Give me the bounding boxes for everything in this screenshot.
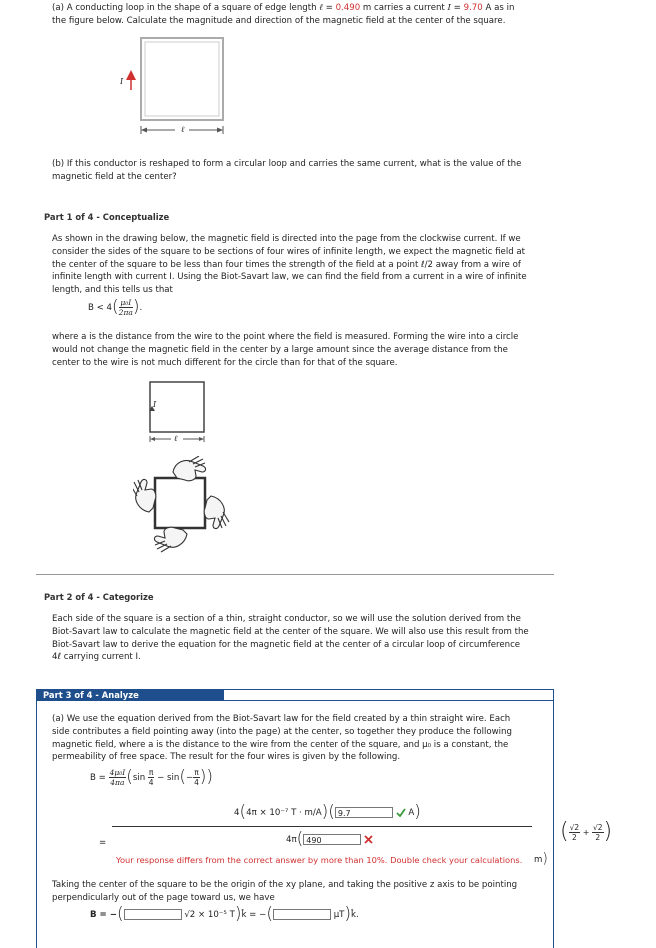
part1-formula: B < 4( $\frac{\text{μ₀I}}{2\pi a}$ ). (88, 297, 143, 318)
part1-paragraph-1: As shown in the drawing below, the magnetic field is directed into the page from the clockwise current. If we consider the sides of the square to be sections of four wires of infinite length, we expect the magnetic field at the center of the square to be less than four times the strength of the field at a point ℓ/2 away from a wire of infinite length with current I. Using the Biot-Savart law, we can find the field from a current in a wire of infinite length, and this tells us that (52, 234, 527, 296)
figure-label-length: ℓ (181, 125, 185, 134)
part2-paragraph: Each side of the square is a section of a thin, straight conductor, so we will use the solution derived from the Biot-Savart law to calculate the magnetic field at the center of the square. We will also use this result from the Biot-Savart law to derive the equation for the magnetic field at the center of a circular loop of circumference 4ℓ carrying current I. (52, 614, 529, 663)
figure2-label-length: ℓ (174, 434, 178, 443)
current-arrow-icon (126, 70, 136, 80)
part1-header: Part 1 of 4 - Conceptualize (44, 212, 170, 222)
vector-answer-row: B = −( √2 × 10⁻⁵ T)k̂ = −( μT)k̂. (90, 904, 359, 924)
part-b-question: (b) If this conductor is reshaped to form a circular loop and carries the same current, what is the value of the magnetic field at the center? (52, 159, 522, 182)
right-hand-rule-illustration (133, 456, 231, 554)
figure-label-current: I (120, 77, 124, 86)
part3-paragraph: (a) We use the equation derived from the Biot-Savart law for the field created by a thin straight wire. Each side contributes a field pointing away (into the page) at the center, so together they produce the following magnetic field, where a is the distance to the wire from the center of the square, and μ₀ is a constant, the permeability of free space. The result for the four wires is given by the following. (52, 714, 512, 763)
figure2-label-current: I (153, 400, 157, 409)
sqrt-sum-expression: ( $\frac{√2}{2}$ + $\frac{√2}{2}$ ) (560, 819, 613, 845)
vector-coefficient-input[interactable] (124, 909, 182, 920)
square-figure-small (140, 378, 240, 458)
current-value: 9.70 (463, 3, 483, 13)
equation-2-equals: = (99, 838, 107, 848)
hand-bottom-icon (154, 527, 187, 552)
part2-header: Part 2 of 4 - Categorize (44, 592, 154, 602)
part3-header: Part 3 of 4 - Analyze (36, 689, 224, 701)
square-loop-outer (141, 38, 223, 120)
part3-paragraph-2: Taking the center of the square to be the origin of the xy plane, and taking the positive z axis to be pointing perpendicularly out of the page toward us, we have (52, 880, 518, 903)
part3-equation-1: B = $\frac{\text{4μ₀I}}{4\pi a}$ (sin $\frac{\pi}{4}$ − sin(− $\frac{\pi}{4}$ )) (90, 767, 213, 788)
problem-line-2: the figure below. Calculate the magnitude and direction of the magnetic field at the center of the square. (52, 15, 506, 26)
problem-statement (52, 2, 542, 28)
problem-line-1: (a) A conducting loop in the shape of a square of edge length ℓ = 0.490 m carries a current I = 9.70 A as in (52, 3, 515, 13)
distance-input[interactable]: 490 (303, 834, 361, 845)
current-unit: A (408, 807, 415, 818)
feedback-message: Your response differs from the correct answer by more than 10%. Double check your calculations. (116, 855, 523, 865)
part1-paragraph-2: where a is the distance from the wire to the point where the field is measured. Forming the wire into a circle would not change the magnetic field in the center by a large amount since the average distance from the center to the wire is not much different for the circle than for that of the square. (52, 332, 519, 368)
equation-2-numerator: 4(4π × 10⁻⁷ T · m/A)( 9.7 A) (234, 802, 421, 822)
equation-2-denominator: 4π( 490 (286, 833, 373, 847)
unit-m: m) (534, 851, 548, 867)
length-value: 0.490 (335, 3, 361, 13)
checkmark-icon (396, 808, 406, 817)
fraction-bar (112, 826, 532, 827)
microtesla-input[interactable] (273, 909, 331, 920)
hand-left-icon (133, 479, 156, 512)
square-loop-figure (118, 36, 238, 146)
current-input[interactable]: 9.7 (335, 807, 393, 818)
divider (36, 574, 554, 575)
error-x-icon (364, 835, 373, 844)
hand-right-icon (204, 496, 229, 529)
